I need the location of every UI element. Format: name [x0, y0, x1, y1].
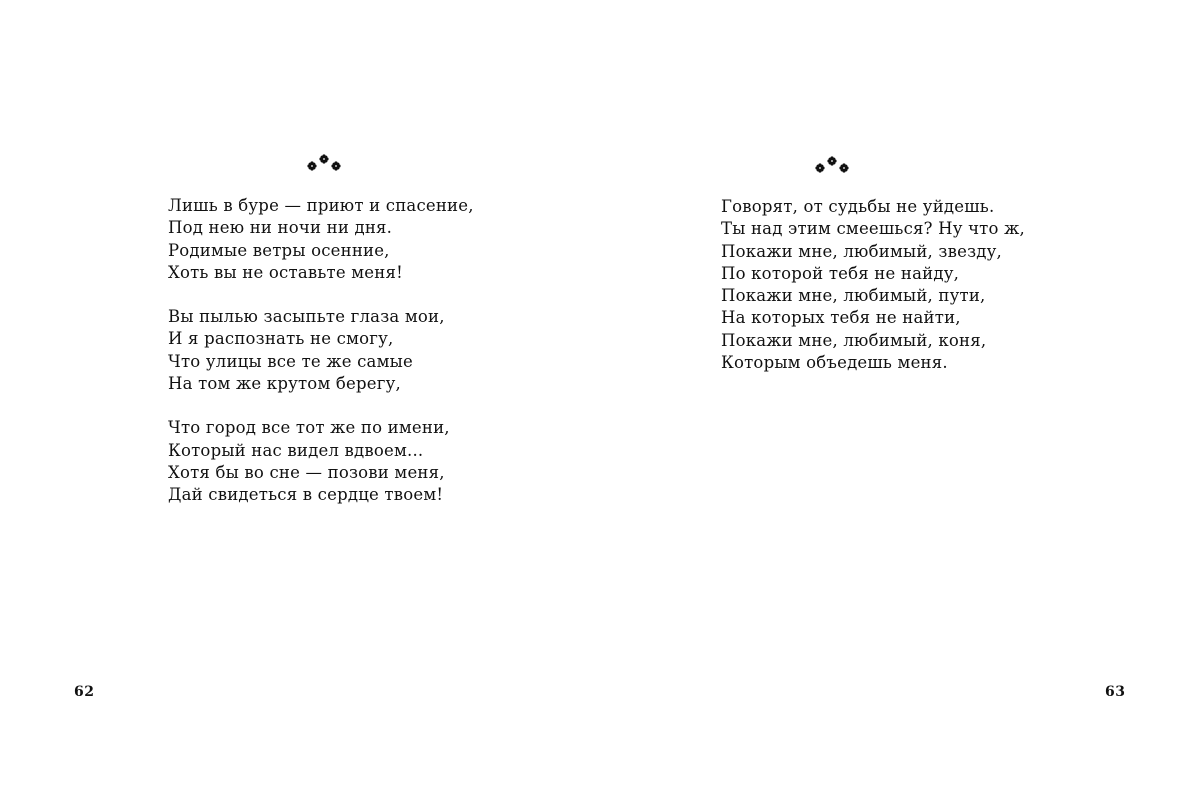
- poem-line: На том же крутом берегу,: [168, 374, 401, 394]
- poem-line: Вы пылью засыпьте глаза мои,: [168, 307, 445, 327]
- poem-line: И я распознать не смогу,: [168, 329, 394, 349]
- poem-line: По которой тебя не найду,: [721, 263, 960, 283]
- flower-asterism-icon: [307, 153, 341, 171]
- poem-line: Что город все тот же по имени,: [168, 418, 450, 438]
- poem-line: Покажи мне, любимый, коня,: [721, 330, 987, 350]
- poem-line: На которых тебя не найти,: [721, 308, 961, 328]
- stanza: [168, 195, 474, 284]
- stanza: [168, 306, 474, 395]
- stanza: [168, 417, 474, 506]
- right-page: [599, 0, 1197, 800]
- poem-left: [168, 195, 474, 507]
- stanza: [721, 196, 1025, 374]
- left-page: [0, 0, 598, 800]
- poem-right: [721, 196, 1025, 374]
- poem-line: Покажи мне, любимый, пути,: [721, 286, 986, 306]
- poem-line: Что улицы все те же самые: [168, 351, 413, 371]
- poem-line: Хотя бы во сне — позови меня,: [168, 462, 445, 482]
- poem-line: Родимые ветры осенние,: [168, 240, 390, 260]
- page-number: 62: [74, 684, 95, 700]
- flower-icon: [815, 155, 825, 173]
- poem-line: Дай свидеться в сердце твоем!: [168, 485, 444, 505]
- poem-line: Хоть вы не оставьте меня!: [168, 262, 403, 282]
- flower-icon: [319, 153, 329, 171]
- poem-line: Под нею ни ночи ни дня.: [168, 218, 393, 238]
- poem-line: Покажи мне, любимый, звезду,: [721, 241, 1002, 261]
- flower-icon: [307, 153, 317, 171]
- poem-line: Ты над этим смеешься? Ну что ж,: [721, 219, 1025, 239]
- flower-icon: [331, 153, 341, 171]
- poem-line: Говорят, от судьбы не уйдешь.: [721, 197, 995, 216]
- poem-line: Которым объедешь меня.: [721, 353, 948, 373]
- poem-line: Лишь в буре — приют и спасение,: [168, 196, 474, 215]
- flower-icon: [839, 155, 849, 173]
- poem-line: Который нас видел вдвоем...: [168, 440, 424, 460]
- flower-icon: [827, 155, 837, 173]
- flower-asterism-icon: [815, 155, 849, 173]
- page-number: 63: [1105, 684, 1126, 700]
